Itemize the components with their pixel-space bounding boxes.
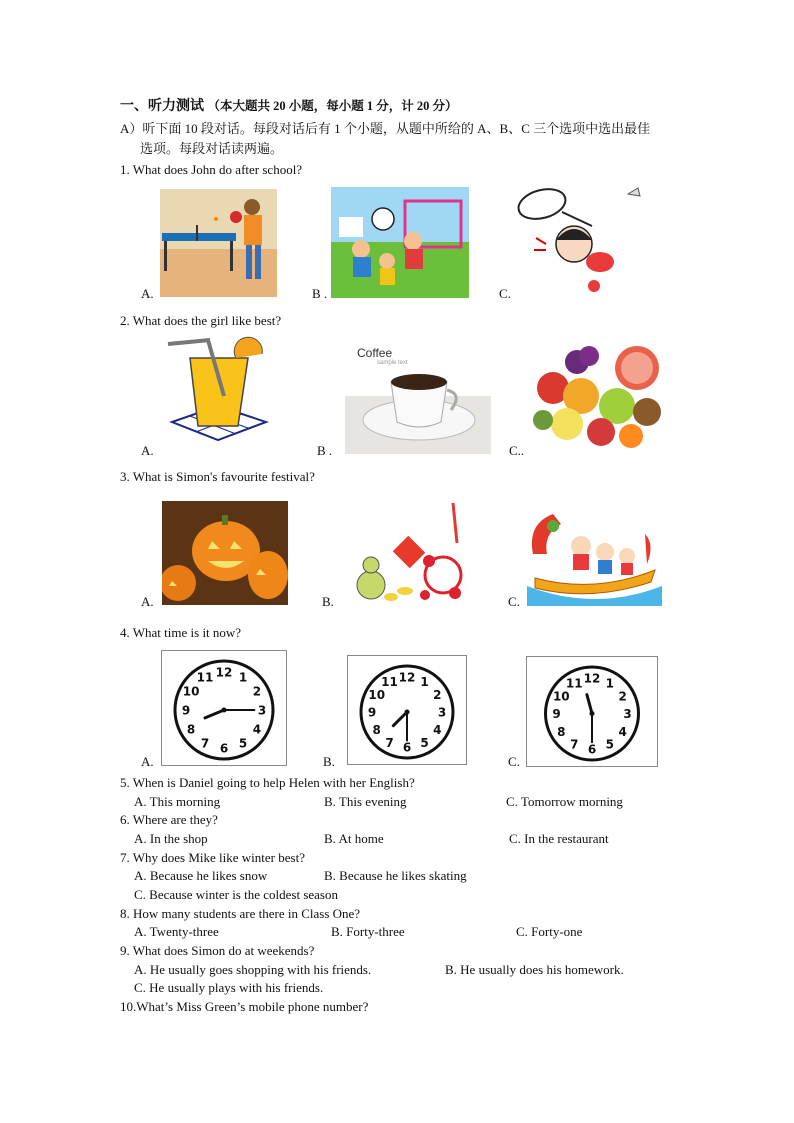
clock-number: 11	[381, 675, 398, 690]
clock-number: 1	[605, 676, 614, 691]
clock-b	[348, 656, 466, 764]
instruction-line-2: 选项。每段对话读两遍。	[140, 141, 284, 156]
clock-number: 8	[557, 724, 566, 739]
clock-number: 10	[552, 689, 570, 704]
coffee-title-text: Coffee	[357, 346, 393, 360]
q8-option-b[interactable]: B. Forty-three	[331, 924, 405, 939]
clock-number: 3	[623, 707, 632, 721]
clock-number: 7	[385, 735, 394, 750]
q5-option-b[interactable]: B. This evening	[324, 794, 407, 809]
clock-number: 2	[618, 689, 627, 704]
clock-number: 7	[570, 737, 579, 752]
clock-a	[162, 651, 286, 765]
q2-option-c-label[interactable]: C..	[509, 443, 525, 458]
dragon-boat-image[interactable]	[527, 500, 662, 606]
clock-c-image[interactable]	[526, 656, 658, 767]
q8-option-c[interactable]: C. Forty-one	[516, 924, 583, 939]
clock-number: 12	[398, 670, 416, 685]
clock-number: 6	[587, 742, 597, 757]
clock-number: 6	[219, 741, 229, 756]
q9-option-a[interactable]: A. He usually goes shopping with his friends.	[134, 962, 372, 977]
clock-number: 9	[552, 707, 561, 721]
q4-option-b-label[interactable]: B.	[323, 754, 335, 769]
q5-option-a[interactable]: A. This morning	[134, 794, 221, 809]
clock-number: 9	[367, 705, 377, 720]
question-5: 5. When is Daniel going to help Helen with her English?	[120, 775, 415, 790]
clock-number: 7	[200, 736, 210, 751]
clock-number: 12	[215, 665, 233, 680]
section-header	[120, 98, 458, 115]
question-2: 2. What does the girl like best?	[120, 313, 282, 328]
clock-number: 5	[238, 736, 248, 751]
orange-juice-image[interactable]	[162, 336, 274, 450]
clock-number: 2	[252, 684, 262, 699]
clock-number: 8	[186, 722, 196, 737]
clock-a-image[interactable]	[161, 650, 287, 766]
question-10: 10.What’s Miss Green’s mobile phone number?	[120, 999, 369, 1014]
clock-number: 5	[605, 737, 614, 752]
clock-number: 12	[583, 671, 601, 686]
q9-option-c[interactable]: C. He usually plays with his friends.	[134, 980, 324, 995]
clock-center	[222, 708, 227, 713]
clock-number: 1	[238, 670, 248, 685]
question-3: 3. What is Simon's favourite festival?	[120, 469, 315, 484]
q7-option-b[interactable]: B. Because he likes skating	[324, 868, 467, 883]
clock-b-image[interactable]	[347, 655, 467, 765]
section-title: 一、听力测试	[120, 99, 204, 114]
clock-number: 8	[372, 723, 381, 737]
clock-number: 3	[257, 703, 267, 718]
question-4: 4. What time is it now?	[120, 625, 242, 640]
clock-number: 11	[565, 676, 583, 691]
football-image[interactable]	[331, 187, 469, 298]
question-6: 6. Where are they?	[120, 812, 218, 827]
clock-number: 2	[433, 688, 442, 702]
coffee-sample-text: sample text	[377, 360, 408, 366]
q7-option-a[interactable]: A. Because he likes snow	[134, 868, 268, 883]
clock-number: 9	[181, 703, 191, 718]
fruit-image[interactable]	[527, 336, 664, 452]
q2-option-b-label[interactable]: B .	[317, 443, 333, 458]
clock-number: 4	[252, 722, 262, 737]
clock-number: 6	[402, 740, 412, 755]
question-9: 9. What does Simon do at weekends?	[120, 943, 315, 958]
q4-option-a-label[interactable]: A.	[141, 754, 154, 769]
clock-number: 1	[420, 675, 429, 690]
q1-option-b-label[interactable]: B .	[312, 286, 328, 301]
coffee-image[interactable]	[345, 336, 491, 454]
clock-number: 4	[433, 723, 442, 737]
question-8: 8. How many students are there in Class One?	[120, 906, 361, 921]
q6-option-c[interactable]: C. In the restaurant	[509, 831, 609, 846]
q3-option-b-label[interactable]: B.	[322, 594, 334, 609]
spring-festival-image[interactable]	[345, 501, 491, 608]
badminton-image[interactable]	[516, 186, 648, 294]
clock-number: 10	[368, 688, 386, 702]
q4-option-c-label[interactable]: C.	[508, 754, 520, 769]
clock-number: 5	[420, 735, 429, 750]
question-1: 1. What does John do after school?	[120, 162, 303, 177]
clock-number: 10	[182, 684, 200, 699]
instruction-line-1: A）听下面 10 段对话。每段对话后有 1 个小题，从题中所给的 A、B、C 三个选项中选出最佳	[120, 121, 651, 136]
clock-number: 3	[437, 705, 447, 720]
q9-option-b[interactable]: B. He usually does his homework.	[445, 962, 624, 977]
question-7: 7. Why does Mike like winter best?	[120, 850, 305, 865]
q5-option-c[interactable]: C. Tomorrow morning	[506, 794, 623, 809]
clock-c	[527, 657, 657, 766]
q1-option-c-label[interactable]: C.	[499, 286, 511, 301]
clock-center	[590, 711, 595, 716]
q3-option-c-label[interactable]: C.	[508, 594, 520, 609]
q1-option-a-label[interactable]: A.	[141, 286, 154, 301]
q8-option-a[interactable]: A. Twenty-three	[134, 924, 219, 939]
clock-center	[405, 710, 410, 715]
q6-option-a[interactable]: A. In the shop	[134, 831, 208, 846]
q6-option-b[interactable]: B. At home	[324, 831, 384, 846]
q3-option-a-label[interactable]: A.	[141, 594, 154, 609]
clock-number: 11	[196, 670, 214, 685]
q2-option-a-label[interactable]: A.	[141, 443, 154, 458]
q7-option-c[interactable]: C. Because winter is the coldest season	[134, 887, 338, 902]
section-subtitle: （本大题共 20 小题，每小题 1 分，计 20 分）	[207, 99, 458, 113]
clock-number: 4	[618, 724, 627, 739]
halloween-image[interactable]	[162, 501, 288, 605]
ping-pong-image[interactable]	[160, 189, 277, 297]
